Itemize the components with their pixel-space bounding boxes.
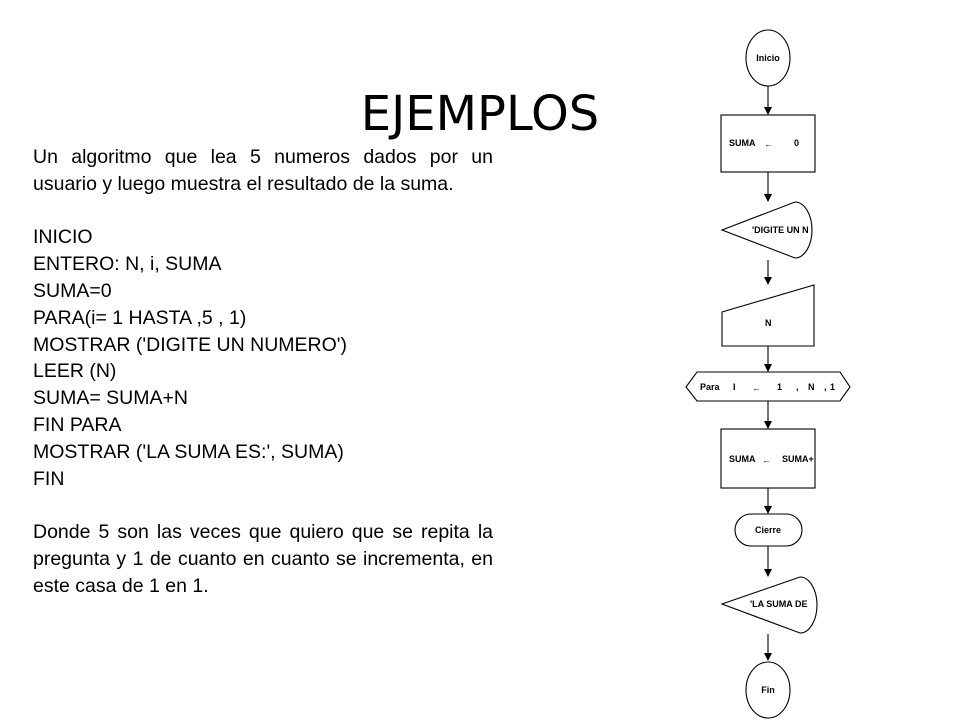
assign-init-var: SUMA — [729, 138, 756, 148]
end-label: Fin — [761, 685, 775, 695]
flowchart-start — [746, 30, 790, 86]
loop-arrow: ← — [752, 383, 761, 393]
assign-init-arrow: ← — [764, 139, 773, 149]
assign-init-value: 0 — [794, 138, 800, 148]
flowchart-assign-init — [721, 115, 815, 172]
code-line-5: MOSTRAR ('DIGITE UN NUMERO') — [33, 333, 348, 356]
flowchart-assign-sum — [721, 429, 815, 488]
flowchart-display-prompt — [722, 202, 812, 258]
code-line-6: LEER (N) — [33, 360, 117, 383]
loop-sep1: , — [796, 382, 799, 392]
code-line-8: FIN PARA — [33, 413, 122, 436]
assign-sum-arrow: ← — [762, 455, 771, 465]
loop-step: 1 — [830, 382, 836, 392]
flowchart-display-result — [722, 577, 817, 633]
code-line-9: MOSTRAR ('LA SUMA ES:', SUMA) — [33, 440, 344, 463]
assign-sum-value: SUMA+ — [782, 454, 814, 464]
loop-end: N — [808, 382, 815, 392]
code-line-2: ENTERO: N, i, SUMA — [33, 253, 222, 276]
slide-title: EJEMPLOS — [360, 86, 600, 143]
start-label: Inicio — [756, 53, 780, 63]
code-line-10: FIN — [33, 467, 65, 490]
display-prompt-label: 'DIGITE UN N — [752, 225, 809, 235]
assign-sum-var: SUMA — [729, 454, 756, 464]
loop-close-label: Cierre — [754, 525, 782, 535]
flowchart-end — [746, 662, 790, 718]
loop-sep2: , — [824, 382, 827, 392]
input-n-label: N — [765, 318, 772, 328]
loop-start: 1 — [777, 382, 783, 392]
loop-keyword: Para — [700, 382, 720, 392]
explanation-paragraph: Donde 5 son las veces que quiero que se repita la pregunta y 1 de cuanto en cuanto se incrementa, en este casa de 1 en 1. — [33, 521, 493, 597]
code-line-3: SUMA=0 — [33, 279, 112, 302]
input-n-shape — [722, 285, 814, 346]
flowchart-input-n — [722, 285, 814, 346]
loop-var: I — [733, 382, 736, 392]
flowchart-loop — [686, 372, 850, 401]
code-line-1: INICIO — [33, 226, 93, 249]
display-result-label: 'LA SUMA DE — [750, 599, 808, 609]
code-line-4: PARA(i= 1 HASTA ,5 , 1) — [33, 306, 247, 329]
intro-paragraph: Un algoritmo que lea 5 numeros dados por un usuario y luego muestra el resultado de la suma. — [33, 146, 493, 195]
flowchart-loop-close — [735, 514, 802, 546]
code-line-7: SUMA= SUMA+N — [33, 387, 188, 410]
